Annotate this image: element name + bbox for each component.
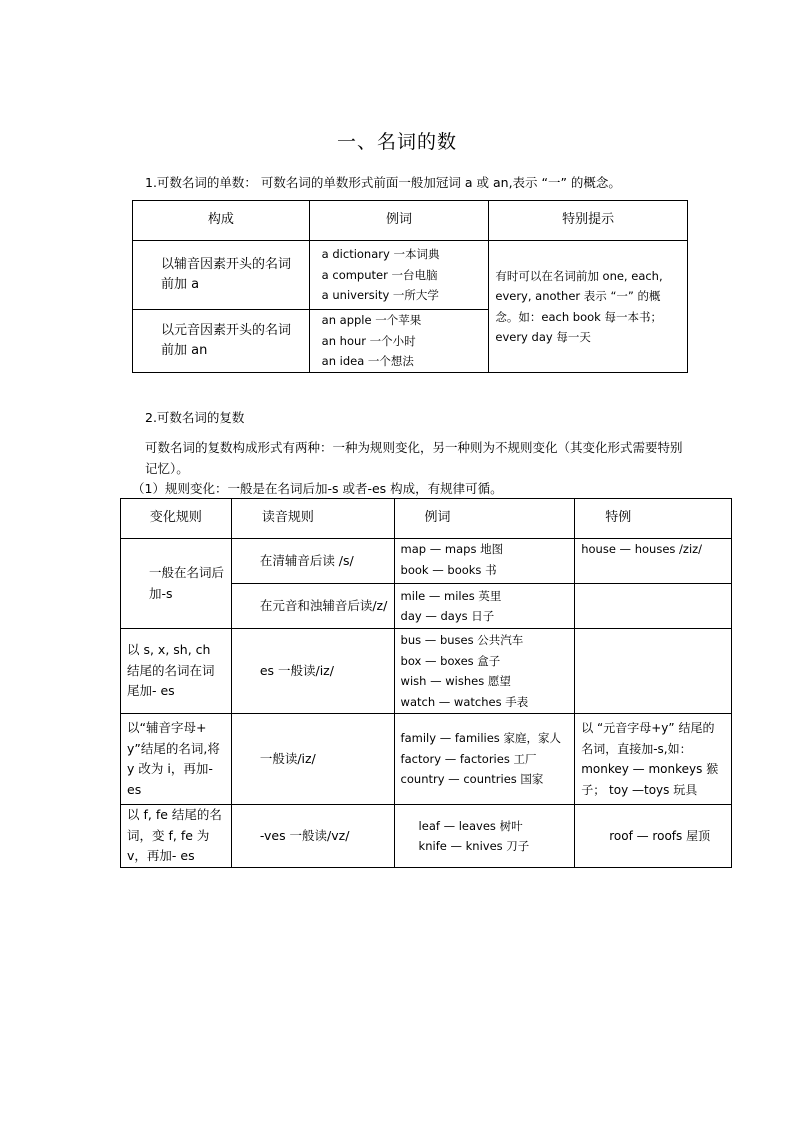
table-header: 例词 (309, 201, 489, 241)
example-line: bus — buses 公共汽车 (400, 633, 524, 647)
rule-cell: 一般在名词后加-s (121, 539, 232, 629)
rule-cell: 以“辅音字母+ y”结尾的名词,将 y 改为 i，再加-es (121, 714, 232, 805)
pron-cell: 在元音和浊辅音后读/z/ (231, 584, 394, 629)
example-line: a university 一所大学 (321, 288, 439, 303)
table-header: 特别提示 (489, 201, 688, 241)
rule-cell: 以 s, x, sh, ch 结尾的名词在词尾加- es (121, 629, 232, 714)
pron-cell: 在清辅音后读 /s/ (231, 539, 394, 584)
examples-cell (309, 310, 489, 373)
pron-cell: -ves 一般读/vz/ (231, 805, 394, 868)
special-cell (575, 629, 732, 714)
example-line: an apple 一个苹果 (321, 313, 422, 328)
pron-cell: 一般读/iz/ (231, 714, 394, 805)
example-line: a computer 一台电脑 (321, 267, 438, 282)
singular-table (132, 200, 688, 373)
example-line: leaf — leaves 树叶 (418, 818, 523, 833)
table-header: 读音规则 (231, 499, 394, 539)
example-line: a dictionary 一本词典 (321, 247, 440, 262)
examples-cell (394, 714, 575, 805)
rule-cell: 以元音因素开头的名词前加 an (133, 310, 310, 373)
special-cell (575, 584, 732, 629)
examples-cell (394, 805, 575, 868)
page-title: 一、名词的数 (336, 131, 457, 153)
table-header: 例词 (394, 499, 575, 539)
example-line: book — books 书 (400, 562, 497, 577)
section2-intro: 可数名词的复数构成形式有两种：一种为规则变化，另一种则为不规则变化（其变化形式需要特别记忆）。 (145, 440, 683, 476)
examples-cell (394, 584, 575, 629)
example-line: mile — miles 英里 (400, 588, 502, 603)
example-line: day — days 日子 (400, 609, 495, 623)
pron-cell: es 一般读/iz/ (231, 629, 394, 714)
section1-heading: 1.可数名词的单数： 可数名词的单数形式前面一般加冠词 a 或 an,表示 “一” 的概念。 (145, 175, 621, 190)
plural-table (120, 498, 732, 868)
example-line: family — families 家庭，家人 (400, 731, 561, 746)
special-cell: 以 “元音字母+y” 结尾的名词，直接加-s,如：monkey — monkeys 猴子； toy —toys 玩具 (575, 714, 732, 805)
rule-cell: 以辅音因素开头的名词前加 a (133, 241, 310, 310)
example-line: factory — factories 工厂 (400, 751, 537, 766)
table-header: 变化规则 (121, 499, 232, 539)
example-line: country — countries 国家 (400, 772, 544, 787)
rule-cell: 以 f, fe 结尾的名词，变 f, fe 为 v，再加- es (121, 805, 232, 868)
example-line: an idea 一个想法 (321, 354, 414, 369)
section2-sub: （1）规则变化：一般是在名词后加-s 或者-es 构成，有规律可循。 (132, 481, 503, 496)
table-header: 构成 (133, 201, 310, 241)
special-cell: house — houses /ziz/ (575, 539, 732, 584)
example-line: watch — watches 手表 (400, 694, 529, 709)
special-cell: roof — roofs 屋顶 (575, 805, 732, 868)
examples-cell (394, 539, 575, 584)
example-line: an hour 一个小时 (321, 333, 416, 348)
table-header: 特例 (575, 499, 732, 539)
example-line: box — boxes 盒子 (400, 653, 501, 668)
examples-cell (394, 629, 575, 714)
examples-cell (309, 241, 489, 310)
section2-heading: 2.可数名词的复数 (145, 410, 245, 425)
example-line: map — maps 地图 (400, 542, 504, 556)
note-cell: 有时可以在名词前加 one, each, every, another 表示 “一” 的概念。如：each book 每一本书； every day 每一天 (489, 241, 688, 373)
example-line: wish — wishes 愿望 (400, 674, 511, 688)
example-line: knife — knives 刀子 (418, 839, 530, 853)
